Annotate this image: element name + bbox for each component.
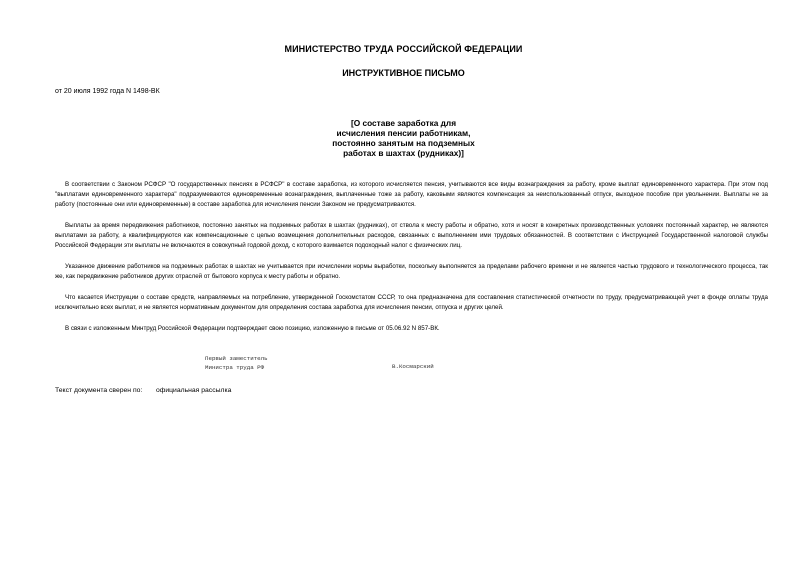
document-date-line: от 20 июля 1992 года N 1498-ВК [55, 88, 160, 95]
paragraph-text: В связи с изложенным Минтруд Российской Федерации подтверждает свою позицию, изложенную в письме от 05.06.92 N 857-ВК. [65, 325, 440, 332]
body-paragraph-5 [55, 324, 768, 334]
subject-line: исчисления пенсии работникам, [336, 128, 471, 138]
verification-source: официальная рассылка [156, 387, 232, 394]
document-subject [0, 118, 807, 158]
paragraph-text: Что касается Инструкции о составе средств, направляемых на потребление, утвержденной Госкомстатом СССР, то она предназначена для составления статистической отчетности по труду, предусматривающей учет в фонде оплаты труда исключительно всех выплат, и не является нормативным документом для определения состава заработка для исчисления пенсии, отпуска и других целей. [55, 294, 768, 311]
paragraph-text: Выплаты за время передвижения работников, постоянно занятых на подземных работах в шахтах (рудниках), от ствола к месту работы и обратно, хотя и носят в конкретных производственных условиях постоянный характер, не являются выплатами за работу, а квалифицируются как компенсационные с целью возмещения дополнительных расходов, связанных с выполнением ими трудовых обязанностей. В соответствии с Инструкцией Государственной налоговой службы Российской Федерации эти выплаты не включаются в совокупный годовой доход, с которого взимается подоходный налог с физических лиц. [55, 222, 768, 249]
verification-note [55, 387, 231, 394]
subject-line: [О составе заработка для [350, 118, 457, 128]
verification-label: Текст документа сверен по: [55, 387, 143, 394]
signature-title-line: Министра труда РФ [205, 364, 265, 371]
body-paragraph-3 [55, 262, 768, 282]
subject-line: постоянно занятым на подземных [332, 138, 475, 148]
document-type-heading: ИНСТРУКТИВНОЕ ПИСЬМО [342, 68, 465, 78]
body-paragraph-4 [55, 293, 768, 313]
subject-line: работах в шахтах (рудниках)] [343, 148, 464, 158]
signature-title [205, 354, 268, 372]
paragraph-text: Указанное движение работников на подземных работах в шахтах не учитывается при исчислении нормы выработки, поскольку выполняется за пределами рабочего времени и не является частью трудового и технологического процесса, так же, как передвижение работников других отраслей от бытового корпуса к месту работы и обратно. [55, 263, 768, 280]
body-paragraph-2 [55, 221, 768, 251]
signature-title-line: Первый заместитель [205, 355, 268, 362]
signer-name: В.Космарский [392, 363, 434, 370]
ministry-heading: МИНИСТЕРСТВО ТРУДА РОССИЙСКОЙ ФЕДЕРАЦИИ [284, 44, 523, 54]
body-paragraph-1 [55, 180, 768, 210]
paragraph-text: В соответствии с Законом РСФСР "О государственных пенсиях в РСФСР" в составе заработка, из которого исчисляется пенсия, учитываются все виды вознаграждения за работу, кроме выплат единовременного характера. При этом под "выплатами единовременного характера" подразумеваются единовременные вознаграждения, выплаченные тоже за работу, каковыми являются компенсация за неиспользованный отпуск, выходное пособие при увольнении. Выплаты не за работу (постоянные они или единовременные) в составе заработка для исчисления пенсии Законом не предусматриваются. [55, 181, 768, 208]
